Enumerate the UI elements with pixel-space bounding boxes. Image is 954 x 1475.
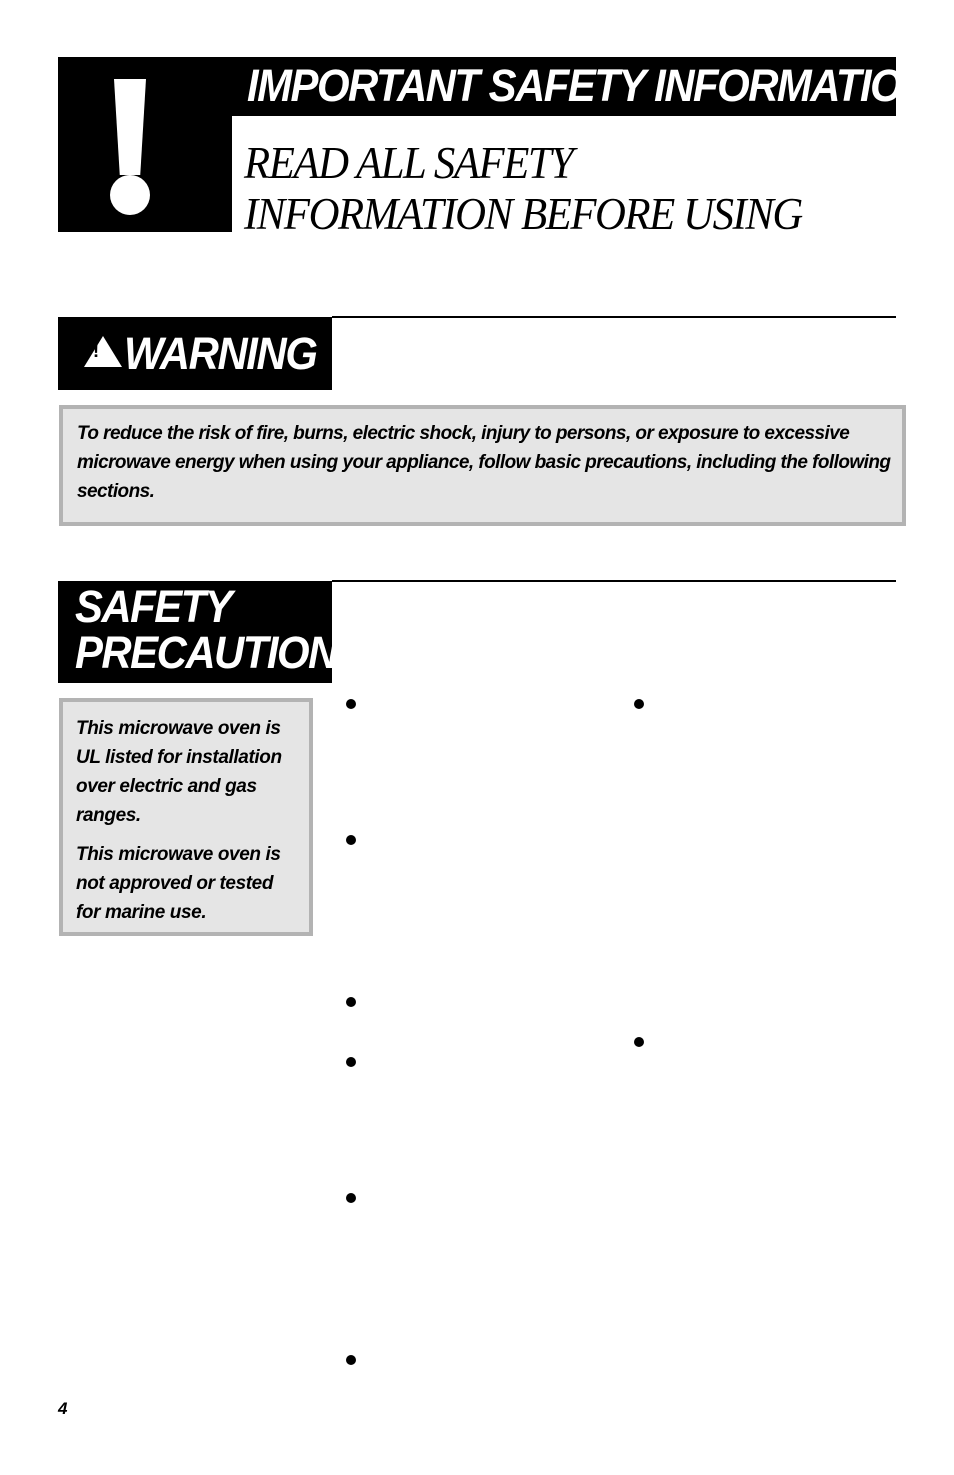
ul-notice [59,698,313,936]
page-number: 4 [58,1399,68,1418]
warning-icon-mark: ! [92,341,100,362]
exclamation-dot [110,175,150,215]
warning-rule [332,316,896,318]
bullet-marker [634,1037,644,1047]
ul-notice-text-2: This microwave oven is not approved or tested for marine use. [76,844,281,923]
warning-label: WARNING [124,328,317,379]
safety-heading [58,581,364,683]
warning-notice [59,405,906,526]
page-subtitle [244,138,802,240]
safety-rule [332,580,896,582]
bullet-marker [346,1057,356,1067]
bullet-marker [346,1355,356,1365]
subtitle-line-1: READ ALL SAFETY [244,138,573,188]
warning-notice-text: To reduce the risk of fire, burns, electric shock, injury to persons, or exposure to excessive microwave energy when using your appliance, follow basic precautions, including the following sections. [77,423,891,502]
page-title: IMPORTANT SAFETY INFORMATION [247,60,930,111]
bullet-marker [346,1193,356,1203]
subtitle-line-2: INFORMATION BEFORE USING [244,189,802,239]
safety-heading-text [75,581,364,678]
bullet-marker [346,699,356,709]
bullet-marker [346,835,356,845]
exclamation-bar [114,79,146,175]
bullet-marker [634,699,644,709]
warning-heading [58,317,332,390]
exclamation-icon [58,57,232,232]
bullet-marker [346,997,356,1007]
ul-notice-text-1: This microwave oven is UL listed for installation over electric and gas ranges. [76,718,282,826]
title-bar [232,57,930,116]
safety-heading-line-1: SAFETY [75,581,232,632]
safety-heading-line-2: PRECAUTIONS [75,627,364,678]
